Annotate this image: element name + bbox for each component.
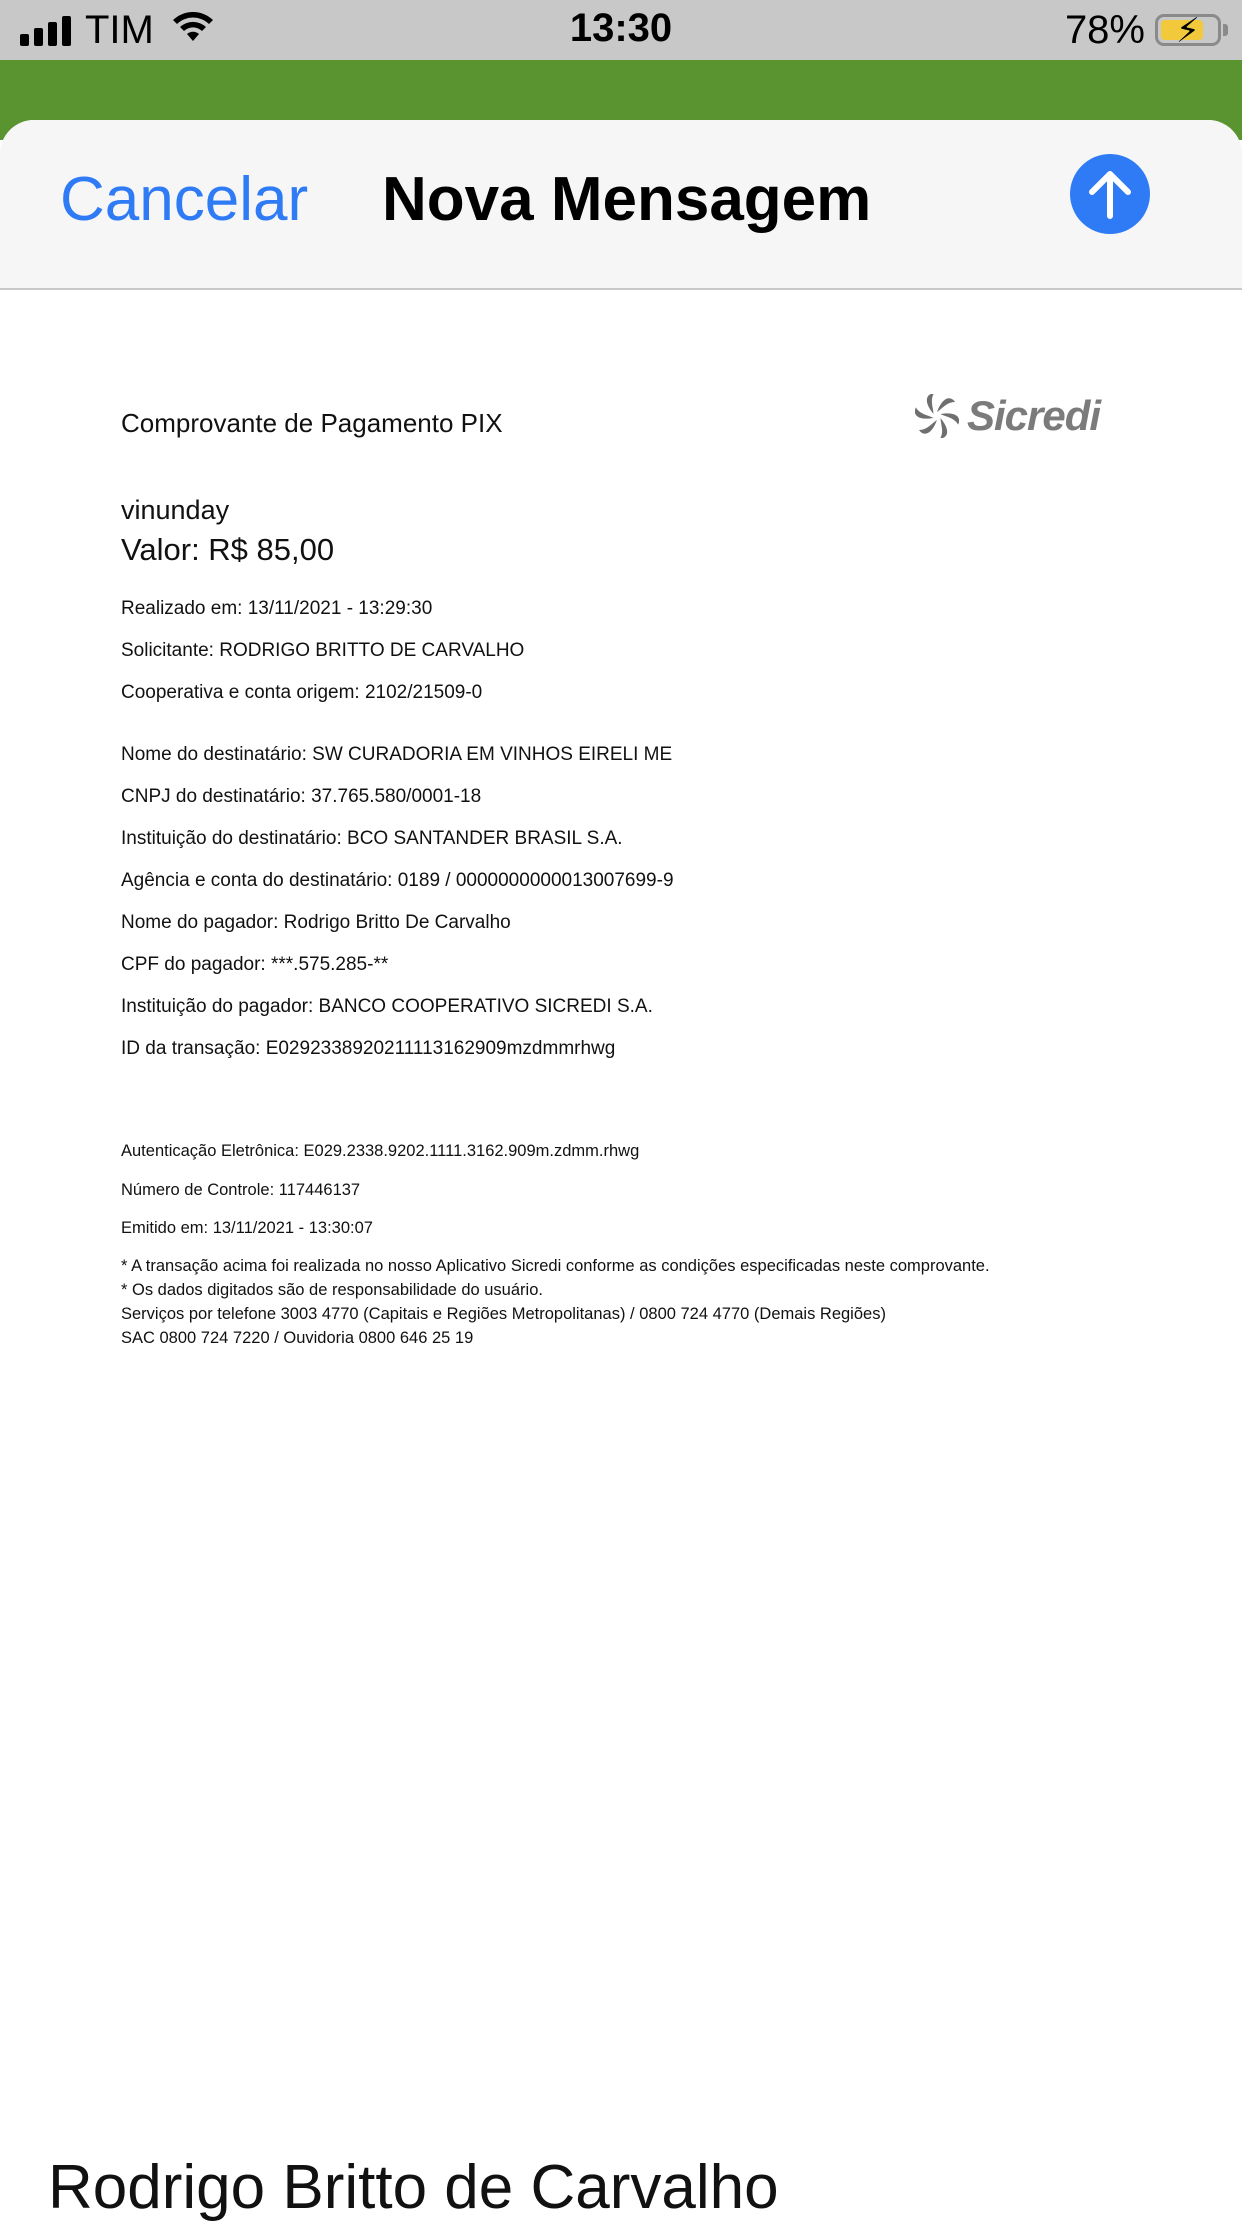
- carrier-name: TIM: [85, 7, 154, 52]
- footer-line: * Os dados digitados são de responsabilidade do usuário.: [121, 1281, 543, 1299]
- detail-line: CNPJ do destinatário: 37.765.580/0001-18: [121, 786, 482, 807]
- status-bar: [0, 0, 1242, 60]
- detail-line: Realizado em: 13/11/2021 - 13:29:30: [121, 598, 433, 619]
- arrow-up-icon: [1086, 168, 1134, 220]
- detail-line: Nome do destinatário: SW CURADORIA EM VINHOS EIRELI ME: [121, 744, 673, 765]
- detail-line: Cooperativa e conta origem: 2102/21509-0: [121, 682, 483, 703]
- clock: 13:30: [569, 6, 673, 50]
- footer-line: * A transação acima foi realizada no nosso Aplicativo Sicredi conforme as condições especificadas neste comprovante.: [121, 1257, 990, 1275]
- transaction-id: ID da transação: E0292338920211113162909mzdmmrhwg: [121, 1038, 616, 1059]
- status-right: [1065, 6, 1228, 54]
- payee-name: vinunday: [121, 495, 230, 525]
- detail-line: Solicitante: RODRIGO BRITTO DE CARVALHO: [121, 640, 525, 661]
- send-button[interactable]: [1070, 154, 1150, 234]
- detail-line: Emitido em: 13/11/2021 - 13:30:07: [121, 1219, 373, 1237]
- detail-line: Instituição do destinatário: BCO SANTANDER BRASIL S.A.: [121, 828, 623, 849]
- detail-line: Nome do pagador: Rodrigo Britto De Carvalho: [121, 912, 511, 933]
- footer-line: SAC 0800 724 7220 / Ouvidoria 0800 646 25 19: [121, 1329, 474, 1347]
- receipt-title: Comprovante de Pagamento PIX: [121, 408, 503, 438]
- detail-line: Número de Controle: 117446137: [121, 1181, 361, 1199]
- message-signature[interactable]: Rodrigo Britto de Carvalho: [48, 2153, 779, 2222]
- detail-line: Instituição do pagador: BANCO COOPERATIVO SICREDI S.A.: [121, 996, 653, 1017]
- battery-cap: [1223, 24, 1228, 36]
- charging-bolt-icon: ⚡: [1176, 12, 1200, 50]
- sicredi-logo: [915, 392, 1100, 440]
- compose-header: [0, 120, 1242, 290]
- page-title: Nova Mensagem: [382, 165, 872, 234]
- payment-amount: Valor: R$ 85,00: [121, 532, 335, 567]
- footer-line: Serviços por telefone 3003 4770 (Capitais e Regiões Metropolitanas) / 0800 724 4770 (Demais Regiões): [121, 1305, 886, 1323]
- detail-line: Autenticação Eletrônica: E029.2338.9202.1111.3162.909m.zdmm.rhwg: [121, 1142, 640, 1160]
- receipt-footer: [121, 1254, 990, 1350]
- cancel-button[interactable]: Cancelar: [60, 165, 309, 234]
- battery-percent: 78%: [1064, 7, 1145, 52]
- battery-icon: [1155, 12, 1221, 50]
- brand-name: Sicredi: [967, 392, 1101, 439]
- detail-line: Agência e conta do destinatário: 0189 / 0000000000013007699-9: [121, 870, 674, 891]
- sicredi-logo-icon: [915, 394, 959, 438]
- detail-line: CPF do pagador: ***.575.285-**: [121, 954, 389, 975]
